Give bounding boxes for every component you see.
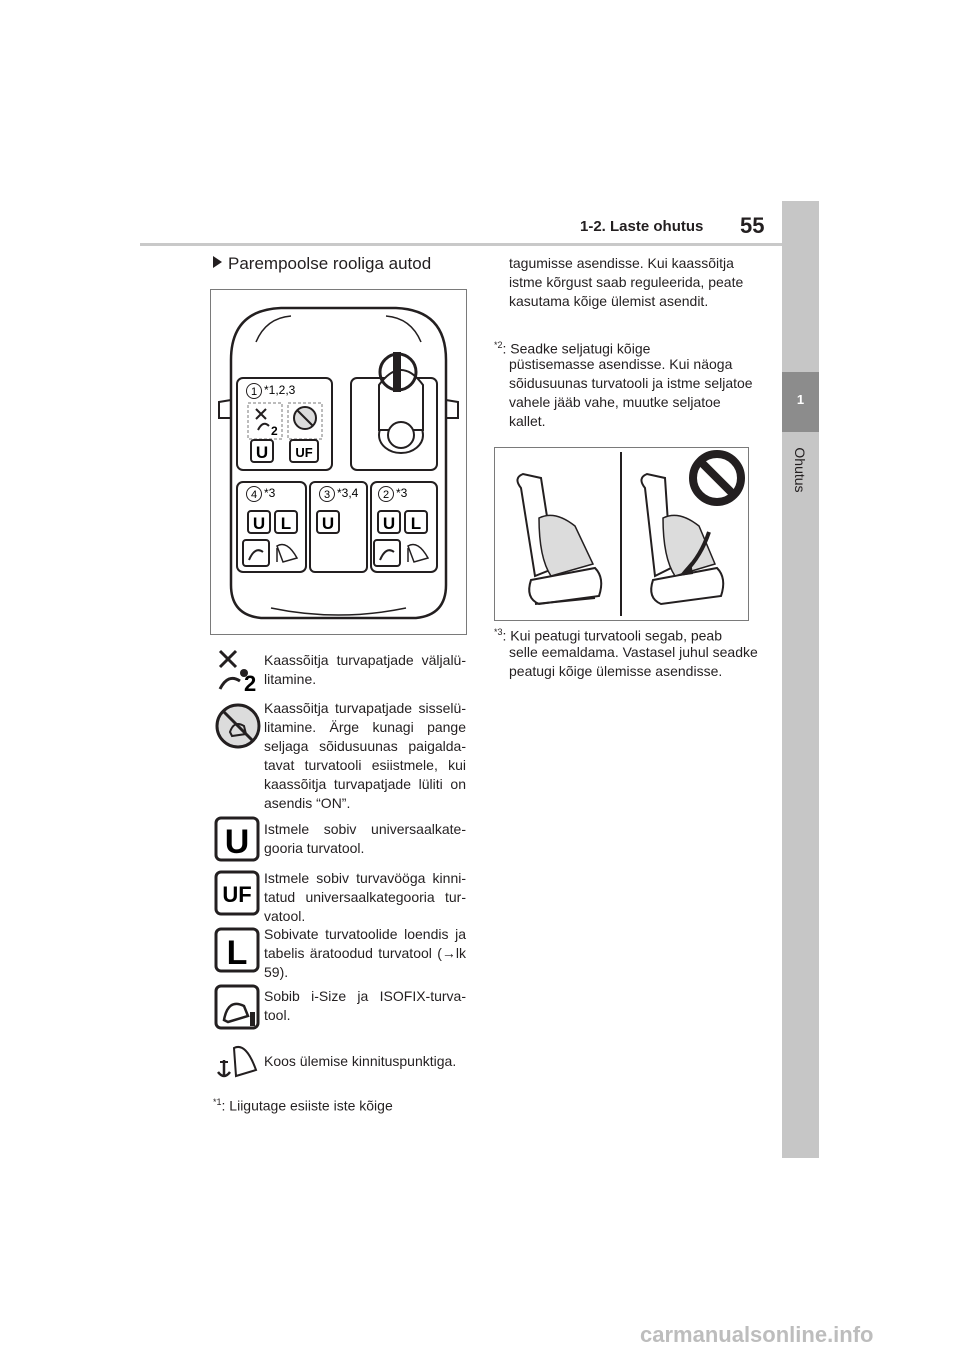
airbag-off-icon — [256, 409, 278, 438]
u-badge: U — [255, 443, 269, 462]
prohibited-icon — [693, 454, 741, 502]
seat-number-4: 4 — [250, 489, 258, 501]
uf-badge: UF — [295, 445, 313, 460]
seat-3-note: *3,4 — [337, 486, 359, 500]
driver-figure-icon — [379, 352, 423, 453]
footnote-2-continuation: püstisemasse asendisse. Kui näoga sõidusuunas turvatooli ja istme seljatoe vahele jääb vahe, muutke seljatoe kallet. — [509, 356, 753, 429]
chapter-label: Ohutus — [792, 447, 808, 493]
u-badge: U — [252, 514, 266, 533]
footnote-1-continuation: tagumisse asendisse. Kui kaassõitja istme kõrgust saab reguleerida, peate kasutama kõige ülemist asendit. — [509, 255, 744, 309]
seat-number-3: 3 — [323, 489, 331, 501]
seat-2-note: *3 — [396, 486, 408, 500]
sub-heading-text: Parempoolse rooliga autod — [228, 254, 432, 273]
legend-text-universal: Istmele sobiv universaalkate-gooria turvatool. — [264, 821, 466, 856]
footnote-3-continuation: selle eemaldama. Vastasel juhul seadke peatugi kõige ülemisse asendisse. — [509, 644, 758, 679]
legend-text-top-tether: Koos ülemise kinnituspunktiga. — [264, 1053, 457, 1069]
seat-1-note: *1,2,3 — [264, 383, 296, 397]
legend-text-airbag-on: Kaassõitja turvapatjade sisselü-litamine. Ärge kunagi pange seljaga sõidusuunas paigalda-tavat turvatooli esiistmele, kui kaassõitja turvapatjade lüliti on asendis “ON”. — [264, 700, 466, 811]
u-badge-icon — [214, 816, 260, 862]
seat-number-1: 1 — [250, 386, 258, 398]
top-tether-icon — [277, 545, 297, 563]
chapter-side-tab — [782, 201, 819, 1158]
section-title: 1-2. Laste ohutus — [580, 218, 704, 235]
child-seat-illustration-icon — [495, 448, 747, 619]
seatback-figure — [494, 447, 749, 621]
header-divider — [140, 243, 782, 246]
svg-text:U: U — [224, 823, 250, 861]
legend-text-isofix: Sobib i-Size ja ISOFIX-turva-tool. — [264, 988, 466, 1023]
seat-4-note: *3 — [264, 486, 276, 500]
uf-badge-icon — [214, 870, 260, 916]
isofix-seat-icon — [374, 540, 400, 566]
page-number: 55 — [740, 213, 765, 238]
u-badge: U — [321, 514, 335, 533]
isofix-seat-icon — [214, 984, 262, 1032]
footnote-1: $^{*1}$: Liigutage esiiste iste kõige — [213, 1097, 393, 1114]
sub-heading — [213, 254, 431, 274]
svg-text:2: 2 — [244, 671, 257, 693]
l-badge: L — [280, 514, 292, 533]
legend-text-airbag-off: Kaassõitja turvapatjade väljalü-litamine. — [264, 652, 466, 687]
watermark: carmanualsonline.info — [640, 1322, 874, 1347]
top-tether-icon — [214, 1040, 262, 1082]
svg-text:UF: UF — [222, 882, 252, 907]
airbag-off-icon — [214, 647, 262, 693]
svg-text:L: L — [226, 934, 248, 972]
legend-text-universal-belt: Istmele sobiv turvavööga kinni-tatud universaalkategooria tur-vatool. — [264, 870, 466, 924]
footnote-2: $^{*2}$: Seadke seljatugi kõige — [494, 340, 651, 357]
seat-diagram — [210, 289, 467, 635]
svg-text:2: 2 — [271, 424, 278, 438]
l-badge-icon — [214, 927, 260, 973]
isofix-seat-icon — [243, 540, 269, 566]
upright-seat-icon — [517, 474, 601, 604]
seat-number-2: 2 — [382, 489, 390, 501]
no-rear-facing-seat-icon — [294, 407, 316, 429]
chapter-number: 1 — [796, 392, 805, 407]
legend-text-list: Sobivate turvatoolide loendis ja tabelis äratoodud turvatool (→lk 59). — [264, 926, 466, 980]
l-badge: L — [410, 514, 422, 533]
u-badge: U — [382, 514, 396, 533]
triangle-bullet-icon — [213, 256, 222, 268]
footnote-3: $^{*3}$: Kui peatugi turvatooli segab, peab — [494, 627, 723, 644]
car-top-view-icon — [211, 290, 465, 633]
no-rear-facing-seat-icon — [214, 702, 262, 750]
top-tether-icon — [408, 545, 428, 563]
